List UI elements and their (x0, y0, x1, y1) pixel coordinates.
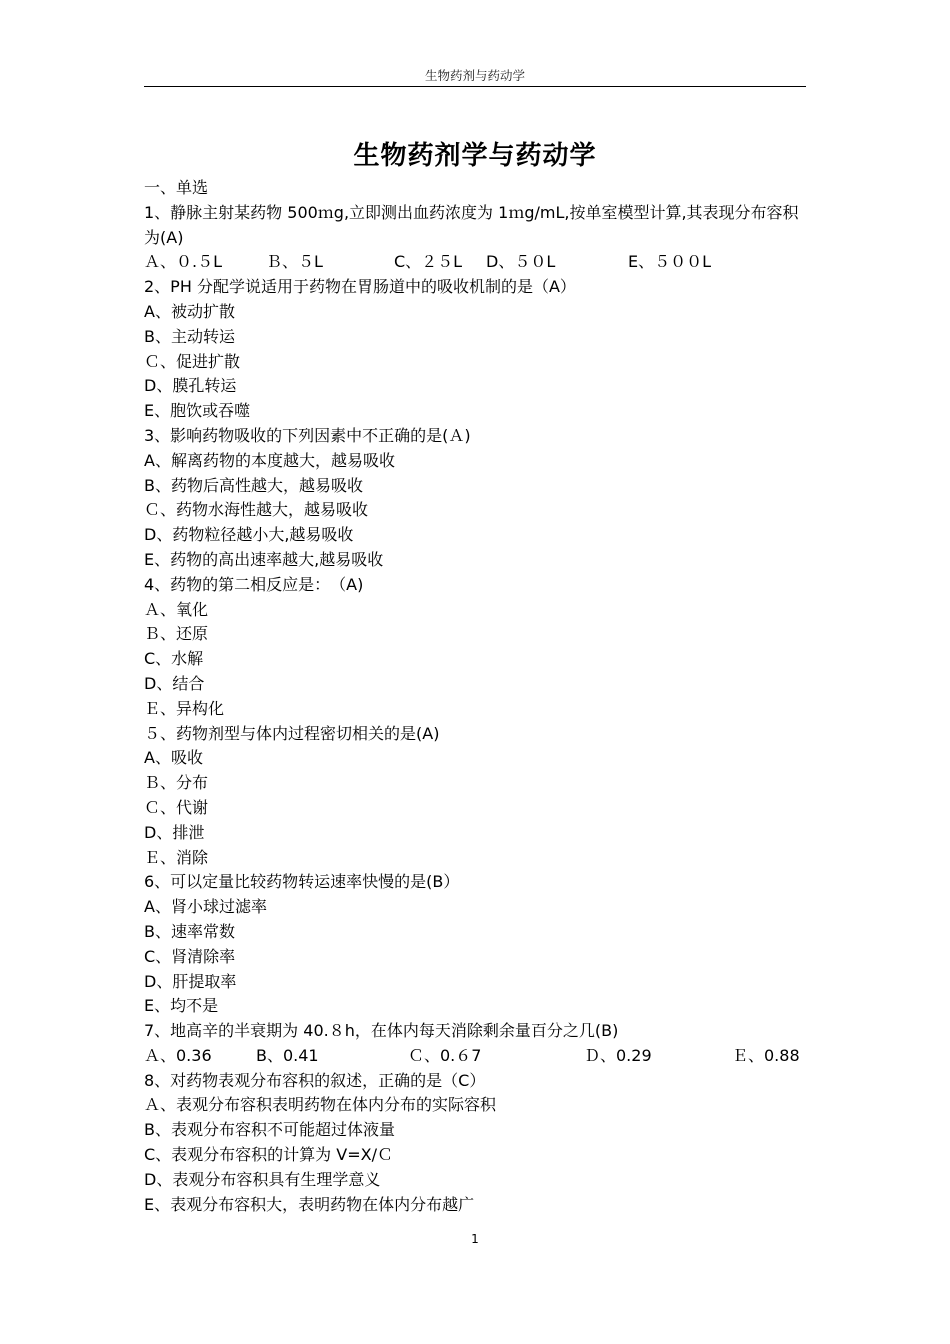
question-5-stem: ５、药物剂型与体内过程密切相关的是(A) (144, 723, 440, 743)
question-8-stem: 8、对药物表观分布容积的叙述，正确的是（C） (144, 1070, 486, 1090)
question-3-option-a: A、解离药物的本度越大，越易吸收 (144, 450, 395, 470)
question-2-option-b: B、主动转运 (144, 326, 235, 346)
option-c: C、２５L (394, 252, 463, 272)
question-6-stem: 6、可以定量比较药物转运速率快慢的是(B） (144, 872, 460, 892)
option-d: Ｄ、0.29 (584, 1045, 652, 1065)
option-a: Ａ、０.５L (144, 252, 223, 272)
page-header: 生物药剂与药动学 (424, 68, 525, 83)
question-5-option-a: A、吸收 (144, 748, 203, 768)
option-d: D、５０L (486, 252, 556, 272)
question-1-stem: 1、静脉主射某药物 500ｍg,立即测出血药浓度为 1ｍg/mL,按单室模型计算,其表现分布容积为(A) (144, 202, 799, 247)
section-heading: 一、单选 (144, 178, 209, 197)
question-6-option-e: E、均不是 (144, 996, 219, 1016)
document-body (144, 176, 812, 1217)
question-5-option-c: Ｃ、代谢 (144, 797, 209, 817)
question-4-option-b: Ｂ、还原 (144, 624, 209, 644)
option-a: Ａ、0.36 (144, 1045, 212, 1065)
question-3-option-d: D、药物粒径越小大,越易吸收 (144, 525, 354, 545)
question-2-stem: 2、PH 分配学说适用于药物在胃肠道中的吸收机制的是（A） (144, 277, 576, 297)
question-7-stem: 7、地高辛的半衰期为 40.８h，在体内每天消除剩余量百分之几(B) (144, 1021, 619, 1041)
question-2-option-c: Ｃ、促进扩散 (144, 351, 241, 371)
option-b: B、0.41 (256, 1045, 319, 1065)
question-5-option-e: Ｅ、消除 (144, 847, 209, 867)
question-6-option-d: D、肝提取率 (144, 971, 237, 991)
question-3-option-b: B、药物后高性越大，越易吸收 (144, 475, 363, 495)
question-5-option-b: Ｂ、分布 (144, 773, 209, 793)
question-8-option-d: D、表观分布容积具有生理学意义 (144, 1169, 381, 1189)
question-2-option-a: A、被动扩散 (144, 301, 235, 321)
question-4-option-d: D、结合 (144, 673, 205, 693)
question-2-option-d: D、膜孔转运 (144, 376, 237, 396)
option-e: Ｅ、0.88 (732, 1045, 800, 1065)
question-8-option-b: B、表观分布容积不可能超过体液量 (144, 1120, 395, 1140)
question-2-option-e: E、胞饮或吞噬 (144, 401, 251, 421)
question-4-stem: 4、药物的第二相反应是： （A) (144, 574, 364, 594)
option-c: Ｃ、0.６7 (408, 1045, 482, 1065)
question-4-option-e: Ｅ、异构化 (144, 698, 225, 718)
question-3-option-c: Ｃ、药物水海性越大，越易吸收 (144, 500, 369, 520)
option-e: E、５００L (628, 252, 712, 272)
option-b: Ｂ、５L (266, 252, 323, 272)
question-3-option-e: E、药物的高出速率越大,越易吸收 (144, 549, 384, 569)
question-5-option-d: D、排泄 (144, 822, 205, 842)
header-rule (144, 86, 806, 87)
question-8-option-a: Ａ、表观分布容积表明药物在体内分布的实际容积 (144, 1095, 497, 1115)
question-8-option-e: E、表观分布容积大，表明药物在体内分布越广 (144, 1194, 475, 1214)
question-6-option-b: B、速率常数 (144, 921, 235, 941)
question-4-option-a: Ａ、氧化 (144, 599, 209, 619)
question-4-option-c: C、水解 (144, 649, 204, 669)
question-6-option-c: C、肾清除率 (144, 946, 236, 966)
question-7-options (144, 1044, 812, 1069)
question-6-option-a: A、肾小球过滤率 (144, 897, 267, 917)
question-1-options (144, 250, 812, 275)
page-number: 1 (471, 1232, 479, 1246)
question-3-stem: 3、影响药物吸收的下列因素中不正确的是(Ａ) (144, 425, 471, 445)
question-8-option-c: C、表观分布容积的计算为 V=X/Ｃ (144, 1145, 393, 1165)
document-title: 生物药剂学与药动学 (353, 141, 597, 171)
